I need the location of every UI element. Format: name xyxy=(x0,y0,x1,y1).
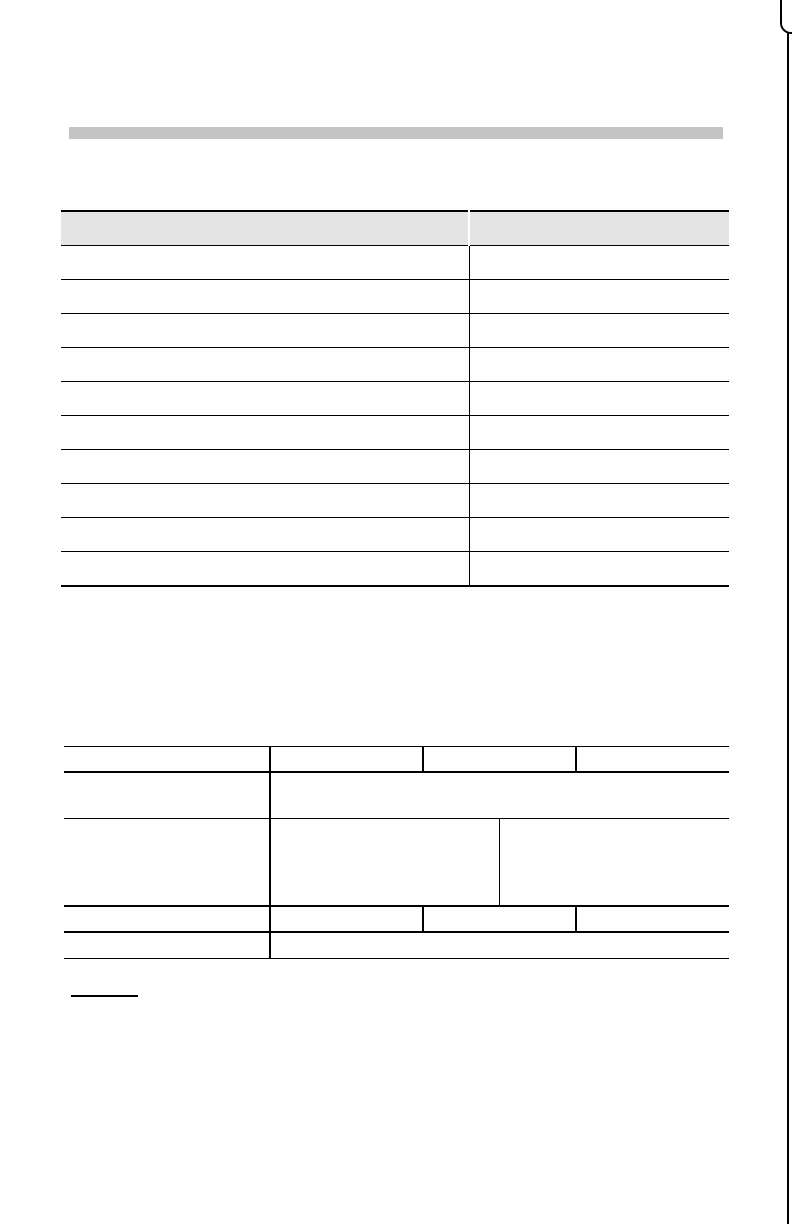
table-cell xyxy=(61,280,469,314)
table-cell xyxy=(469,280,729,314)
table-header-row xyxy=(61,211,729,246)
page-edge-line xyxy=(787,32,789,1224)
table-cell xyxy=(576,747,729,773)
table-cell xyxy=(499,819,729,907)
table-cell xyxy=(423,747,576,773)
table-cell xyxy=(61,246,469,280)
table-cell xyxy=(61,518,469,552)
table-row xyxy=(64,747,729,773)
table-cell xyxy=(469,382,729,416)
table-cell xyxy=(469,246,729,280)
table-cell xyxy=(270,747,423,773)
table-cell xyxy=(469,518,729,552)
table-cell xyxy=(469,348,729,382)
table-row xyxy=(64,906,729,932)
table-cell xyxy=(64,747,270,773)
table-cell xyxy=(469,416,729,450)
table-row xyxy=(61,280,729,314)
table-cell xyxy=(270,772,729,819)
table-cell xyxy=(61,314,469,348)
table-row xyxy=(64,932,729,959)
table-row xyxy=(61,552,729,587)
table-cell xyxy=(61,484,469,518)
table-cell xyxy=(270,819,499,907)
table-cell xyxy=(270,906,423,932)
table-row xyxy=(61,314,729,348)
table-row xyxy=(61,348,729,382)
title-rule xyxy=(69,127,723,139)
table-row xyxy=(61,450,729,484)
table-cell xyxy=(576,906,729,932)
table-cell xyxy=(61,416,469,450)
table-row xyxy=(61,246,729,280)
table-cell xyxy=(469,484,729,518)
table-cell xyxy=(61,348,469,382)
table-cell xyxy=(64,772,270,819)
table-cell xyxy=(64,932,270,959)
table-row xyxy=(64,819,729,907)
table-cell xyxy=(61,450,469,484)
table-cell xyxy=(61,552,469,587)
table-cell xyxy=(270,932,729,959)
table-header-cell xyxy=(469,211,729,246)
note-underline xyxy=(71,995,138,997)
table-cell xyxy=(64,906,270,932)
spec-table xyxy=(61,210,729,587)
page-edge-tab xyxy=(780,0,792,34)
table-row xyxy=(64,772,729,819)
table-cell xyxy=(469,450,729,484)
table-cell xyxy=(61,382,469,416)
table-row xyxy=(61,518,729,552)
table-cell xyxy=(64,819,270,907)
table-header-cell xyxy=(61,211,469,246)
table-row xyxy=(61,382,729,416)
detail-table xyxy=(64,746,729,959)
table-cell xyxy=(423,906,576,932)
table-row xyxy=(61,416,729,450)
table-cell xyxy=(469,314,729,348)
table-row xyxy=(61,484,729,518)
table-cell xyxy=(469,552,729,587)
